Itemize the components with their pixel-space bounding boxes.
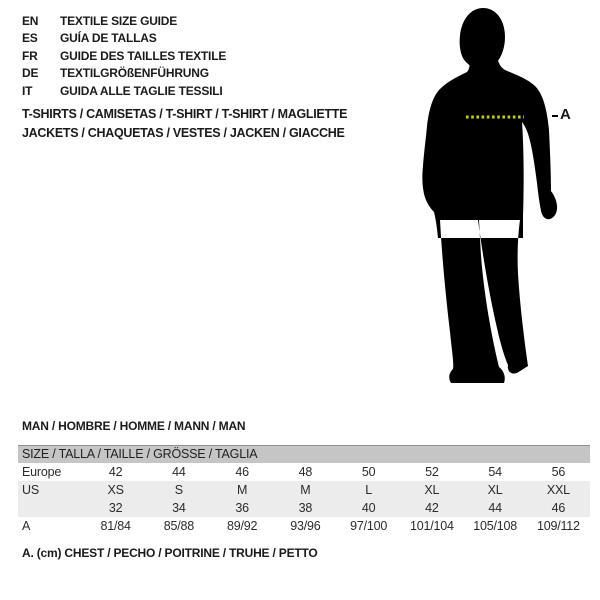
size-table-header: SIZE / TALLA / TAILLE / GRÖSSE / TAGLIA — [18, 445, 590, 463]
size-cell: 52 — [425, 465, 439, 479]
language-row — [22, 65, 226, 83]
measure-label-a: A — [560, 106, 571, 123]
size-cell: 81/84 — [100, 519, 131, 533]
size-table — [18, 445, 590, 535]
row-label: US — [22, 483, 39, 497]
size-cell: S — [174, 483, 183, 497]
man-silhouette-svg — [412, 6, 572, 396]
size-cell: 56 — [551, 465, 566, 479]
man-silhouette-figure — [412, 6, 572, 396]
size-cell: 44 — [488, 501, 502, 515]
size-cell: 34 — [172, 501, 186, 515]
language-title-list — [22, 12, 226, 100]
size-cell: 48 — [298, 465, 313, 479]
table-row-chest-a — [18, 517, 590, 535]
language-title: GUÍA DE TALLAS — [60, 31, 157, 46]
garment-types — [22, 105, 347, 143]
size-cell: 46 — [551, 501, 566, 515]
size-cell: 38 — [298, 501, 313, 515]
size-cell: 44 — [172, 465, 186, 479]
table-row-us — [18, 481, 590, 499]
size-cell: 101/104 — [409, 519, 454, 533]
language-code: DE — [22, 66, 39, 81]
garment-type-line: T-SHIRTS / CAMISETAS / T-SHIRT / T-SHIRT / MAGLIETTE — [22, 107, 348, 121]
size-cell: XL — [487, 483, 503, 497]
size-cell: 85/88 — [163, 519, 195, 533]
size-cell: 54 — [488, 465, 502, 479]
size-cell: 50 — [361, 465, 376, 479]
size-cell: 105/108 — [473, 519, 518, 533]
language-row — [22, 12, 226, 30]
size-cell: 32 — [108, 501, 123, 515]
language-title: TEXTILE SIZE GUIDE — [60, 13, 178, 28]
size-cell: 40 — [361, 501, 376, 515]
table-row-us-numeric — [18, 499, 590, 517]
size-cell: 46 — [235, 465, 249, 479]
language-title: TEXTILGRÖßENFÜHRUNG — [60, 66, 209, 81]
size-cell: M — [300, 483, 311, 497]
language-row — [22, 30, 226, 48]
measure-pointer-dash — [541, 115, 558, 117]
language-code: IT — [22, 83, 33, 98]
garment-type-line: JACKETS / CHAQUETAS / VESTES / JACKEN / GIACCHE — [22, 126, 345, 140]
table-row-europe — [18, 463, 590, 481]
language-title: GUIDE DES TAILLES TEXTILE — [60, 48, 227, 63]
language-title: GUIDA ALLE TAGLIE TESSILI — [60, 83, 223, 98]
size-cell: 36 — [235, 501, 249, 515]
language-code: ES — [22, 31, 38, 46]
size-cell: XL — [424, 483, 440, 497]
size-cell: 89/92 — [226, 519, 258, 533]
language-row — [22, 82, 226, 100]
row-label: Europe — [22, 465, 62, 479]
size-cell: M — [237, 483, 248, 497]
size-cell: 97/100 — [350, 519, 388, 533]
language-code: FR — [22, 48, 38, 63]
size-cell: XXL — [546, 483, 570, 497]
language-row — [22, 47, 226, 65]
chest-footnote: A. (cm) CHEST / PECHO / POITRINE / TRUHE / PETTO — [22, 546, 318, 560]
size-cell: 93/96 — [290, 519, 321, 533]
man-silhouette-shape — [422, 8, 557, 383]
section-title-man: MAN / HOMBRE / HOMME / MANN / MAN — [22, 419, 246, 433]
language-code: EN — [22, 13, 39, 28]
size-cell: 42 — [425, 501, 439, 515]
size-cell: L — [365, 483, 372, 497]
size-cell: 42 — [108, 465, 123, 479]
size-cell: XS — [107, 483, 124, 497]
row-label: A — [22, 519, 31, 533]
size-cell: 109/112 — [536, 519, 580, 533]
